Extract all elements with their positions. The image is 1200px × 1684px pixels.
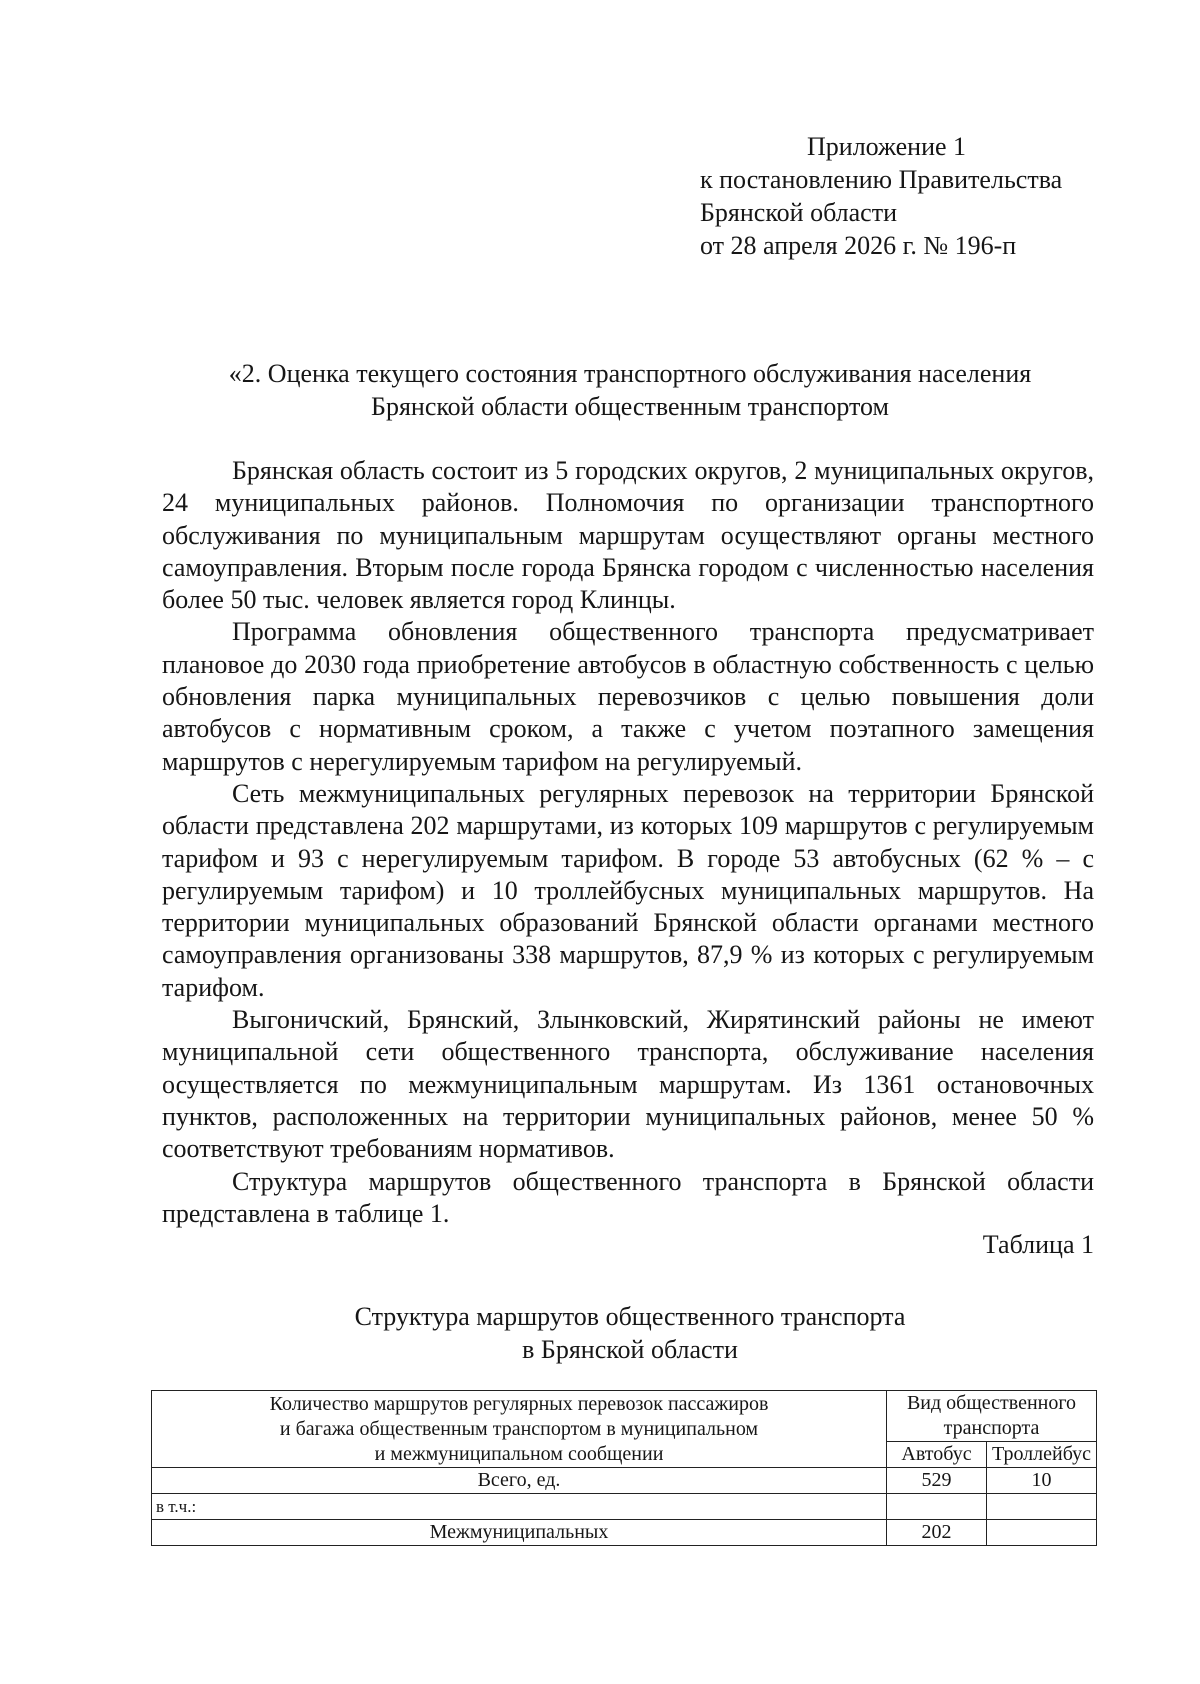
row-trolley-value bbox=[987, 1520, 1097, 1546]
table-row bbox=[152, 1520, 1097, 1546]
table-title-line-2: в Брянской области bbox=[522, 1335, 738, 1364]
section-heading-line-1: «2. Оценка текущего состояния транспортного обслуживания населения bbox=[228, 359, 1032, 388]
row-bus-value bbox=[887, 1494, 987, 1520]
header-group-line-2: транспорта bbox=[943, 1417, 1040, 1439]
paragraph: Выгоничский, Брянский, Злынковский, Жирятинский районы не имеют муниципальной сети общественного транспорта, обслуживание населения осуществляется по межмуниципальным маршрутам. Из 1361 остановочных пунктов, расположенных на территории муниципальных районов, менее 50 % соответствуют требованиям нормативов. bbox=[162, 1005, 1094, 1164]
appendix-reference: к постановлению Правительства bbox=[700, 165, 1063, 194]
table-header-row bbox=[152, 1391, 1097, 1442]
row-bus-value: 529 bbox=[887, 1468, 987, 1494]
row-label: Всего, ед. bbox=[152, 1468, 887, 1494]
paragraph: Программа обновления общественного транспорта предусматривает плановое до 2030 года приобретение автобусов в областную собственность с целью обновления парка муниципальных перевозчиков с целью повышения доли автобусов с нормативным сроком, а также с учетом поэтапного замещения маршрутов с нерегулируемым тарифом на регулируемый. bbox=[162, 617, 1094, 776]
appendix-date-number: от 28 апреля 2026 г. № 196-п bbox=[700, 231, 1017, 260]
row-trolley-value: 10 bbox=[987, 1468, 1097, 1494]
appendix-title: Приложение 1 bbox=[807, 132, 967, 161]
body-text bbox=[162, 455, 1094, 1230]
appendix-region: Брянской области bbox=[700, 198, 897, 227]
table-title-line-1: Структура маршрутов общественного транспорта bbox=[354, 1302, 906, 1331]
header-bus: Автобус bbox=[887, 1442, 987, 1468]
header-main-line-3: и межмуниципальном сообщении bbox=[374, 1442, 664, 1465]
header-main-cell bbox=[152, 1391, 887, 1468]
paragraph: Структура маршрутов общественного транспорта в Брянской области представлена в таблице 1. bbox=[162, 1166, 1094, 1228]
header-main-line-1: Количество маршрутов регулярных перевозок пассажиров bbox=[269, 1392, 769, 1415]
paragraph: Сеть межмуниципальных регулярных перевозок на территории Брянской области представлена 202 маршрутами, из которых 109 маршрутов с регулируемым тарифом и 93 с нерегулируемым тарифом. В городе 53 автобусных (62 % – с регулируемым тарифом) и 10 троллейбусных муниципальных маршрутов. На территории муниципальных образований Брянской области органами местного самоуправления организованы 338 маршрутов, 87,9 % из которых с регулируемым тарифом. bbox=[162, 778, 1094, 1002]
row-label: в т.ч.: bbox=[152, 1494, 887, 1520]
table-title bbox=[250, 1300, 1010, 1366]
appendix-block bbox=[700, 130, 1160, 262]
header-group-line-1: Вид общественного bbox=[906, 1392, 1077, 1414]
header-group-cell bbox=[887, 1391, 1097, 1442]
header-trolley: Троллейбус bbox=[987, 1442, 1097, 1468]
row-bus-value: 202 bbox=[887, 1520, 987, 1546]
table-row bbox=[152, 1494, 1097, 1520]
section-heading bbox=[160, 357, 1100, 423]
section-heading-line-2: Брянской области общественным транспортом bbox=[371, 392, 889, 421]
row-trolley-value bbox=[987, 1494, 1097, 1520]
row-label: Межмуниципальных bbox=[152, 1520, 887, 1546]
table-row bbox=[152, 1468, 1097, 1494]
paragraph: Брянская область состоит из 5 городских округов, 2 муниципальных округов, 24 муниципальных районов. Полномочия по организации транспортного обслуживания по муниципальным маршрутам осуществляют органы местного самоуправления. Вторым после города Брянска городом с численностью населения более 50 тыс. человек является город Клинцы. bbox=[162, 456, 1094, 615]
table-label: Таблица 1 bbox=[982, 1230, 1094, 1259]
routes-table bbox=[151, 1390, 1097, 1546]
header-main-line-2: и багажа общественным транспортом в муниципальном bbox=[279, 1417, 759, 1440]
